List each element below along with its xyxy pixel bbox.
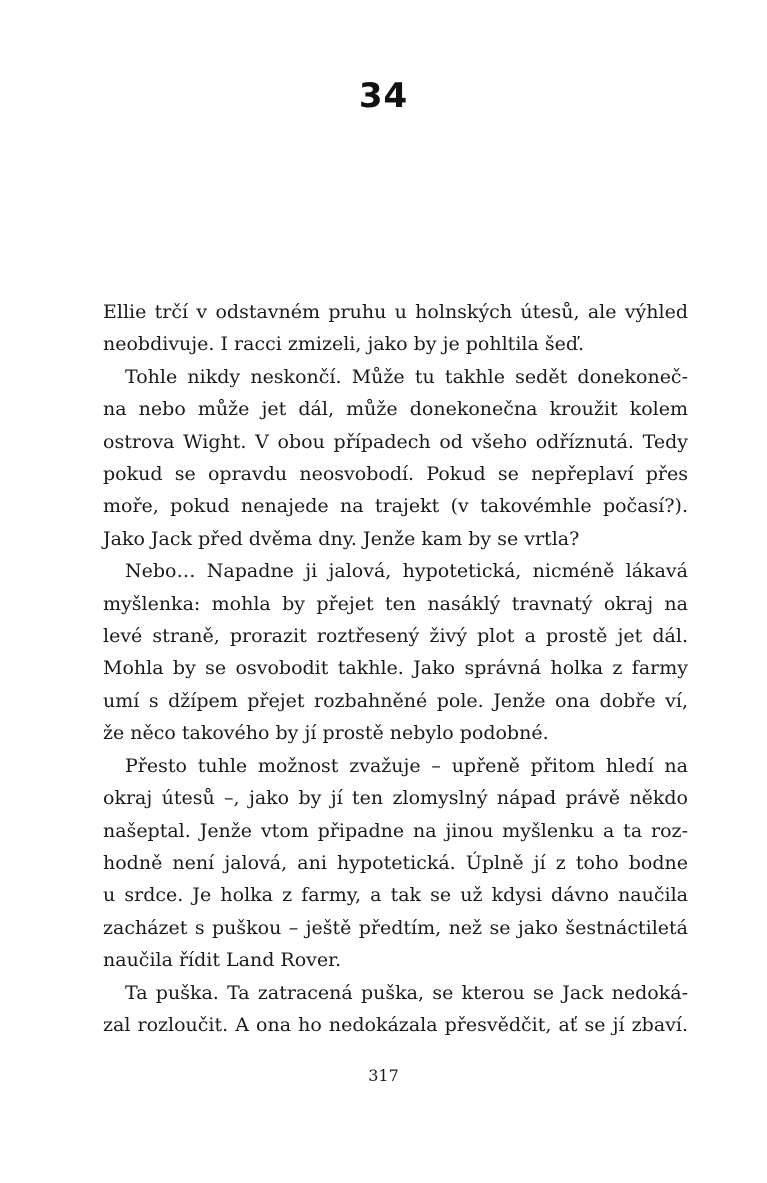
page-number: 317 — [368, 1066, 399, 1085]
text-line: umí s džípem přejet rozbahněné pole. Jenže ona dobře ví, — [103, 689, 688, 712]
text-line: naučila řídit Land Rover. — [103, 949, 342, 972]
text-line: hodně není jalová, ani hypotetická. Úplně jí z toho bodne — [103, 851, 688, 874]
text-line: pokud se opravdu neosvobodí. Pokud se nepřeplaví přes — [103, 463, 688, 486]
text-line: Jako Jack před dvěma dny. Jenže kam by se vrtla? — [103, 527, 580, 550]
text-line: zal rozloučit. A ona ho nedokázala přesvědčit, ať se jí zbaví. — [103, 1013, 688, 1036]
text-line: Tohle nikdy neskončí. Může tu takhle sedět donekoneč- — [125, 365, 688, 388]
text-line: neobdivuje. I racci zmizeli, jako by je pohltila šeď. — [103, 333, 585, 356]
text-line: myšlenka: mohla by přejet ten nasáklý travnatý okraj na — [103, 592, 688, 615]
text-line: našeptal. Jenže vtom připadne na jinou myšlenku a ta roz- — [103, 819, 688, 842]
text-line: zacházet s puškou – ještě předtím, než se jako šestnáctiletá — [103, 916, 688, 939]
text-line: Přesto tuhle možnost zvažuje – upřeně přitom hledí na — [125, 754, 688, 777]
text-line: Mohla by se osvobodit takhle. Jako správná holka z farmy — [103, 657, 688, 680]
text-line: Nebo… Napadne ji jalová, hypotetická, nicméně lákavá — [125, 560, 688, 583]
text-line: ostrova Wight. V obou případech od všeho odříznutá. Tedy — [103, 430, 688, 453]
text-line: u srdce. Je holka z farmy, a tak se už kdysi dávno naučila — [103, 884, 688, 907]
text-line: levé straně, prorazit roztřesený živý plot a prostě jet dál. — [103, 625, 688, 648]
text-line: Ellie trčí v odstavném pruhu u holnských útesů, ale výhled — [103, 301, 688, 323]
text-line: okraj útesů –, jako by jí ten zlomyslný nápad právě někdo — [103, 787, 688, 810]
text-line: Ta puška. Ta zatracená puška, se kterou se Jack nedoká- — [125, 981, 688, 1004]
text-line: moře, pokud nenajede na trajekt (v takovémhle počasí?). — [103, 495, 688, 518]
text-line: na nebo může jet dál, může donekonečna kroužit kolem — [103, 398, 688, 421]
text-line: že něco takového by jí prostě nebylo podobné. — [103, 722, 549, 745]
chapter-number: 34 — [358, 76, 409, 116]
body-text — [103, 296, 688, 1041]
